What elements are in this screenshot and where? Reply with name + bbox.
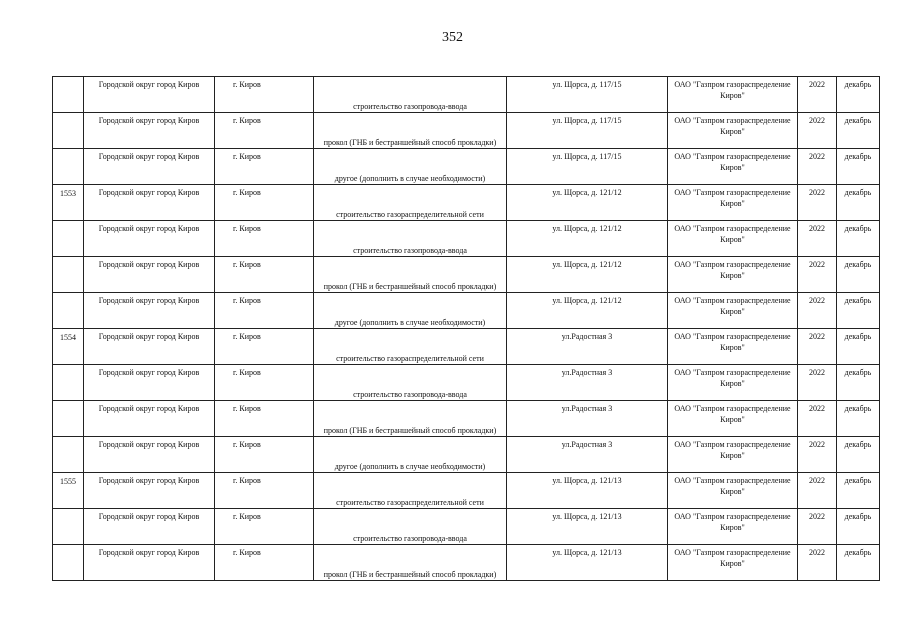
organization-cell: ОАО "Газпром газораспределение Киров" — [668, 329, 798, 365]
organization-cell: ОАО "Газпром газораспределение Киров" — [668, 113, 798, 149]
month-cell: декабрь — [837, 545, 880, 581]
address-cell: ул. Щорса, д. 121/12 — [507, 293, 668, 329]
table-row — [53, 149, 880, 185]
address-cell: ул. Щорса, д. 117/15 — [507, 113, 668, 149]
locality-cell: г. Киров — [215, 257, 314, 293]
row-number — [53, 149, 84, 185]
year-cell: 2022 — [798, 113, 837, 149]
work-type-cell: прокол (ГНБ и бестраншейный способ прокладки) — [314, 545, 507, 581]
address-cell: ул. Щорса, д. 121/12 — [507, 221, 668, 257]
address-cell: ул.Радостная 3 — [507, 401, 668, 437]
row-number — [53, 437, 84, 473]
row-number: 1555 — [53, 473, 84, 509]
address-cell: ул. Щорса, д. 121/13 — [507, 545, 668, 581]
locality-cell: г. Киров — [215, 113, 314, 149]
work-type-cell: строительство газопровода-ввода — [314, 509, 507, 545]
address-cell: ул. Щорса, д. 121/13 — [507, 509, 668, 545]
organization-cell: ОАО "Газпром газораспределение Киров" — [668, 293, 798, 329]
organization-cell: ОАО "Газпром газораспределение Киров" — [668, 437, 798, 473]
month-cell: декабрь — [837, 401, 880, 437]
year-cell: 2022 — [798, 473, 837, 509]
municipality-cell: Городской округ город Киров — [84, 113, 215, 149]
work-type-cell: прокол (ГНБ и бестраншейный способ прокладки) — [314, 401, 507, 437]
row-number — [53, 113, 84, 149]
table-row — [53, 77, 880, 113]
year-cell: 2022 — [798, 149, 837, 185]
locality-cell: г. Киров — [215, 293, 314, 329]
locality-cell: г. Киров — [215, 185, 314, 221]
address-cell: ул. Щорса, д. 121/13 — [507, 473, 668, 509]
month-cell: декабрь — [837, 473, 880, 509]
gasification-schedule-table — [52, 76, 880, 581]
work-type-cell: строительство газораспределительной сети — [314, 329, 507, 365]
year-cell: 2022 — [798, 329, 837, 365]
municipality-cell: Городской округ город Киров — [84, 77, 215, 113]
address-cell: ул. Щорса, д. 117/15 — [507, 77, 668, 113]
locality-cell: г. Киров — [215, 437, 314, 473]
work-type-cell: строительство газопровода-ввода — [314, 77, 507, 113]
month-cell: декабрь — [837, 293, 880, 329]
year-cell: 2022 — [798, 77, 837, 113]
municipality-cell: Городской округ город Киров — [84, 257, 215, 293]
table-row — [53, 221, 880, 257]
row-number — [53, 221, 84, 257]
organization-cell: ОАО "Газпром газораспределение Киров" — [668, 401, 798, 437]
month-cell: декабрь — [837, 113, 880, 149]
work-type-cell: строительство газопровода-ввода — [314, 365, 507, 401]
municipality-cell: Городской округ город Киров — [84, 545, 215, 581]
municipality-cell: Городской округ город Киров — [84, 365, 215, 401]
table-body — [53, 77, 880, 581]
organization-cell: ОАО "Газпром газораспределение Киров" — [668, 221, 798, 257]
row-number — [53, 365, 84, 401]
municipality-cell: Городской округ город Киров — [84, 401, 215, 437]
address-cell: ул.Радостная 3 — [507, 437, 668, 473]
organization-cell: ОАО "Газпром газораспределение Киров" — [668, 77, 798, 113]
table-row — [53, 257, 880, 293]
page-number: 352 — [442, 30, 463, 45]
municipality-cell: Городской округ город Киров — [84, 329, 215, 365]
table-row — [53, 437, 880, 473]
month-cell: декабрь — [837, 437, 880, 473]
table-row — [53, 329, 880, 365]
municipality-cell: Городской округ город Киров — [84, 293, 215, 329]
month-cell: декабрь — [837, 257, 880, 293]
municipality-cell: Городской округ город Киров — [84, 221, 215, 257]
organization-cell: ОАО "Газпром газораспределение Киров" — [668, 509, 798, 545]
address-cell: ул. Щорса, д. 121/12 — [507, 257, 668, 293]
municipality-cell: Городской округ город Киров — [84, 185, 215, 221]
table-row — [53, 401, 880, 437]
address-cell: ул. Щорса, д. 121/12 — [507, 185, 668, 221]
locality-cell: г. Киров — [215, 401, 314, 437]
organization-cell: ОАО "Газпром газораспределение Киров" — [668, 185, 798, 221]
year-cell: 2022 — [798, 365, 837, 401]
table-row — [53, 365, 880, 401]
year-cell: 2022 — [798, 509, 837, 545]
table-row — [53, 185, 880, 221]
locality-cell: г. Киров — [215, 77, 314, 113]
table-row — [53, 293, 880, 329]
locality-cell: г. Киров — [215, 329, 314, 365]
locality-cell: г. Киров — [215, 149, 314, 185]
organization-cell: ОАО "Газпром газораспределение Киров" — [668, 545, 798, 581]
row-number — [53, 545, 84, 581]
table-row — [53, 113, 880, 149]
work-type-cell: прокол (ГНБ и бестраншейный способ прокладки) — [314, 113, 507, 149]
year-cell: 2022 — [798, 221, 837, 257]
year-cell: 2022 — [798, 257, 837, 293]
row-number: 1554 — [53, 329, 84, 365]
organization-cell: ОАО "Газпром газораспределение Киров" — [668, 365, 798, 401]
month-cell: декабрь — [837, 149, 880, 185]
row-number: 1553 — [53, 185, 84, 221]
work-type-cell: строительство газопровода-ввода — [314, 221, 507, 257]
table-row — [53, 545, 880, 581]
table-row — [53, 509, 880, 545]
work-type-cell: другое (дополнить в случае необходимости) — [314, 437, 507, 473]
month-cell: декабрь — [837, 509, 880, 545]
organization-cell: ОАО "Газпром газораспределение Киров" — [668, 149, 798, 185]
year-cell: 2022 — [798, 185, 837, 221]
work-type-cell: строительство газораспределительной сети — [314, 473, 507, 509]
municipality-cell: Городской округ город Киров — [84, 437, 215, 473]
municipality-cell: Городской округ город Киров — [84, 473, 215, 509]
year-cell: 2022 — [798, 545, 837, 581]
work-type-cell: прокол (ГНБ и бестраншейный способ прокладки) — [314, 257, 507, 293]
year-cell: 2022 — [798, 401, 837, 437]
organization-cell: ОАО "Газпром газораспределение Киров" — [668, 473, 798, 509]
row-number — [53, 77, 84, 113]
row-number — [53, 509, 84, 545]
month-cell: декабрь — [837, 221, 880, 257]
locality-cell: г. Киров — [215, 473, 314, 509]
year-cell: 2022 — [798, 293, 837, 329]
locality-cell: г. Киров — [215, 365, 314, 401]
organization-cell: ОАО "Газпром газораспределение Киров" — [668, 257, 798, 293]
year-cell: 2022 — [798, 437, 837, 473]
address-cell: ул. Щорса, д. 117/15 — [507, 149, 668, 185]
work-type-cell: другое (дополнить в случае необходимости) — [314, 293, 507, 329]
row-number — [53, 293, 84, 329]
address-cell: ул.Радостная 3 — [507, 365, 668, 401]
work-type-cell: другое (дополнить в случае необходимости) — [314, 149, 507, 185]
table-row — [53, 473, 880, 509]
address-cell: ул.Радостная 3 — [507, 329, 668, 365]
month-cell: декабрь — [837, 185, 880, 221]
work-type-cell: строительство газораспределительной сети — [314, 185, 507, 221]
month-cell: декабрь — [837, 365, 880, 401]
municipality-cell: Городской округ город Киров — [84, 149, 215, 185]
municipality-cell: Городской округ город Киров — [84, 509, 215, 545]
month-cell: декабрь — [837, 77, 880, 113]
locality-cell: г. Киров — [215, 221, 314, 257]
row-number — [53, 401, 84, 437]
month-cell: декабрь — [837, 329, 880, 365]
locality-cell: г. Киров — [215, 545, 314, 581]
locality-cell: г. Киров — [215, 509, 314, 545]
row-number — [53, 257, 84, 293]
